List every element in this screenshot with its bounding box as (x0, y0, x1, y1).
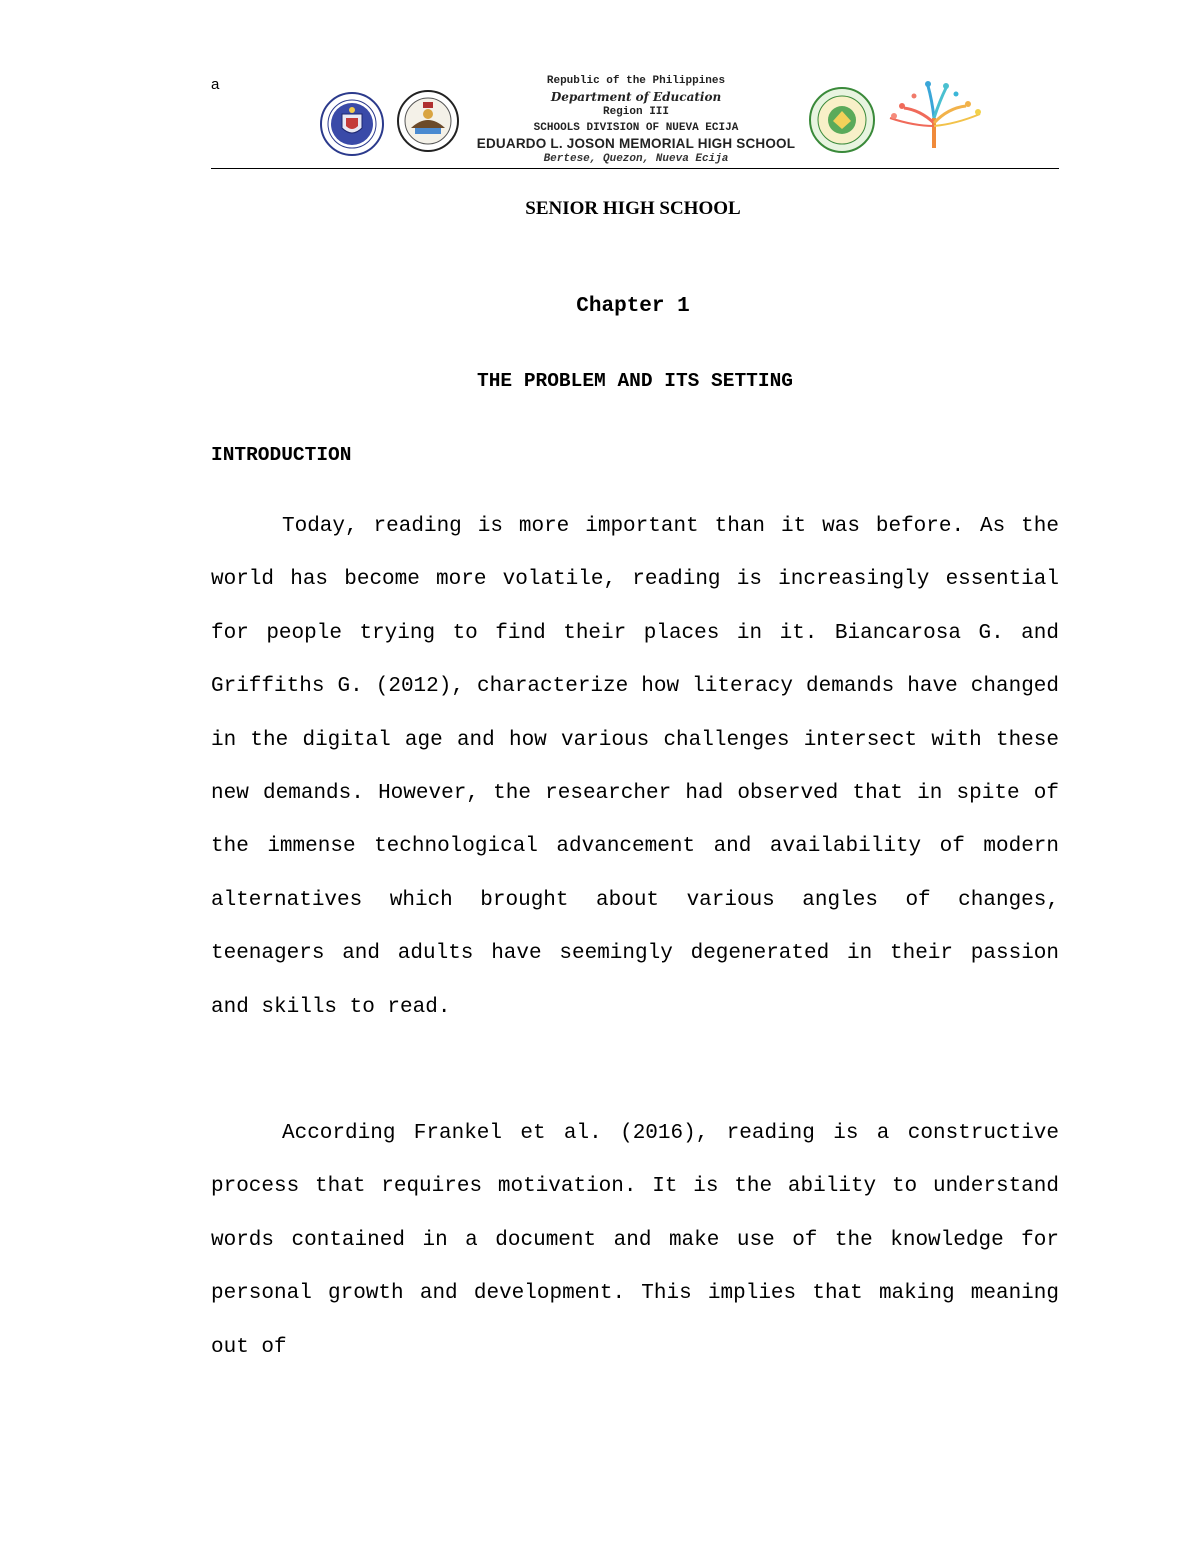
tree-logo (884, 78, 984, 150)
page-mark: a (211, 76, 220, 93)
letterhead-division: SCHOOLS DIVISION OF NUEVA ECIJA (533, 121, 739, 134)
chapter-title: THE PROBLEM AND ITS SETTING (477, 370, 793, 392)
deped-seal-logo (320, 92, 384, 156)
letterhead-school-name: EDUARDO L. JOSON MEMORIAL HIGH SCHOOL (476, 136, 796, 152)
paragraph: Today, reading is more important than it was before. As the world has become more volatile, reading is increasingly essential for people trying to find their places in it. Biancarosa G. and Griffiths G. (2012), characterize how literacy demands have changed in the digital age and how various challenges intersect with these new demands. However, the researcher had observed that in spite of the immense technological advancement and availability of modern alternatives which brought about various angles of changes, teenagers and adults have seemingly degenerated in their passion and skills to read. (211, 515, 1059, 1019)
division-seal-logo (397, 90, 459, 152)
school-seal-logo (809, 87, 875, 153)
header-rule (211, 168, 1059, 169)
letterhead-department: Department of Education (550, 89, 722, 104)
letterhead (470, 74, 802, 168)
letterhead-region: Region III (602, 106, 669, 119)
chapter-label: Chapter 1 (576, 295, 690, 318)
letterhead-republic: Republic of the Philippines (546, 75, 726, 87)
department-heading: SENIOR HIGH SCHOOL (525, 198, 741, 219)
letterhead-address: Bertese, Quezon, Nueva Ecija (543, 152, 729, 165)
section-heading: INTRODUCTION (211, 444, 352, 466)
paragraph: According Frankel et al. (2016), reading is a constructive process that requires motivation. It is the ability to understand words contained in a document and make use of the knowledge for personal growth and development. This implies that making meaning out of (211, 1122, 1059, 1359)
